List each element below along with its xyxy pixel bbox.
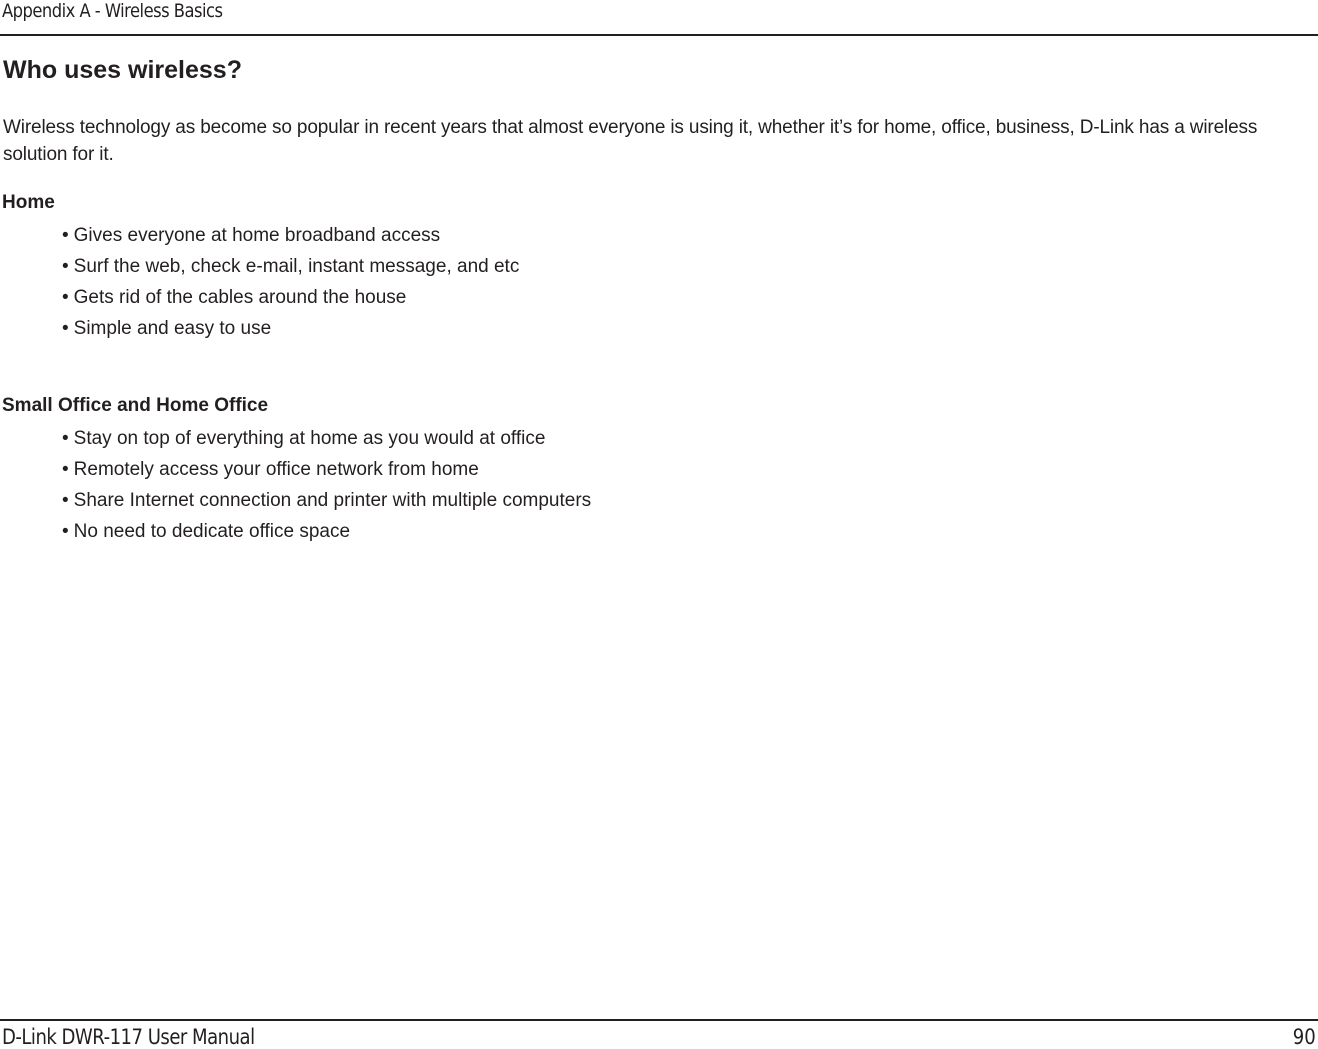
list-item <box>62 220 519 251</box>
bullet-dot: • <box>62 318 69 339</box>
list-item-text: Simple and easy to use <box>73 318 272 339</box>
footer-manual-name: D-Link DWR-117 User Manual <box>2 1025 255 1049</box>
bullet-dot: • <box>62 490 69 511</box>
list-item-text: Surf the web, check e-mail, instant message, and etc <box>73 256 520 277</box>
list-item <box>62 485 591 516</box>
section-heading-home: Home <box>2 192 55 213</box>
list-item <box>62 282 519 313</box>
page-title: Who uses wireless? <box>3 56 242 84</box>
footer-rule <box>0 1019 1318 1021</box>
list-item <box>62 454 591 485</box>
running-header: Appendix A - Wireless Basics <box>2 0 223 22</box>
list-item <box>62 516 591 547</box>
bullet-dot: • <box>62 459 69 480</box>
bullet-dot: • <box>62 256 69 277</box>
bullet-dot: • <box>62 225 69 246</box>
footer-page-number: 90 <box>1293 1025 1316 1049</box>
header-rule <box>0 34 1318 36</box>
bullet-dot: • <box>62 287 69 308</box>
list-item <box>62 251 519 282</box>
list-item-text: Gets rid of the cables around the house <box>73 287 407 308</box>
bullet-dot: • <box>62 521 69 542</box>
bullet-dot: • <box>62 428 69 449</box>
list-item-text: Share Internet connection and printer with multiple computers <box>73 490 592 511</box>
section-heading-soho: Small Office and Home Office <box>2 395 269 416</box>
bullet-list-home <box>62 220 519 344</box>
list-item <box>62 313 519 344</box>
list-item-text: Gives everyone at home broadband access <box>73 225 441 246</box>
list-item <box>62 423 591 454</box>
list-item-text: No need to dedicate office space <box>73 521 351 542</box>
list-item-text: Remotely access your office network from home <box>73 459 479 480</box>
bullet-list-soho <box>62 423 591 547</box>
intro-paragraph: Wireless technology as become so popular in recent years that almost everyone is using it, whether it’s for home, office, business, D-Link has a wireless solution for it. <box>3 117 1258 165</box>
list-item-text: Stay on top of everything at home as you would at office <box>73 428 546 449</box>
